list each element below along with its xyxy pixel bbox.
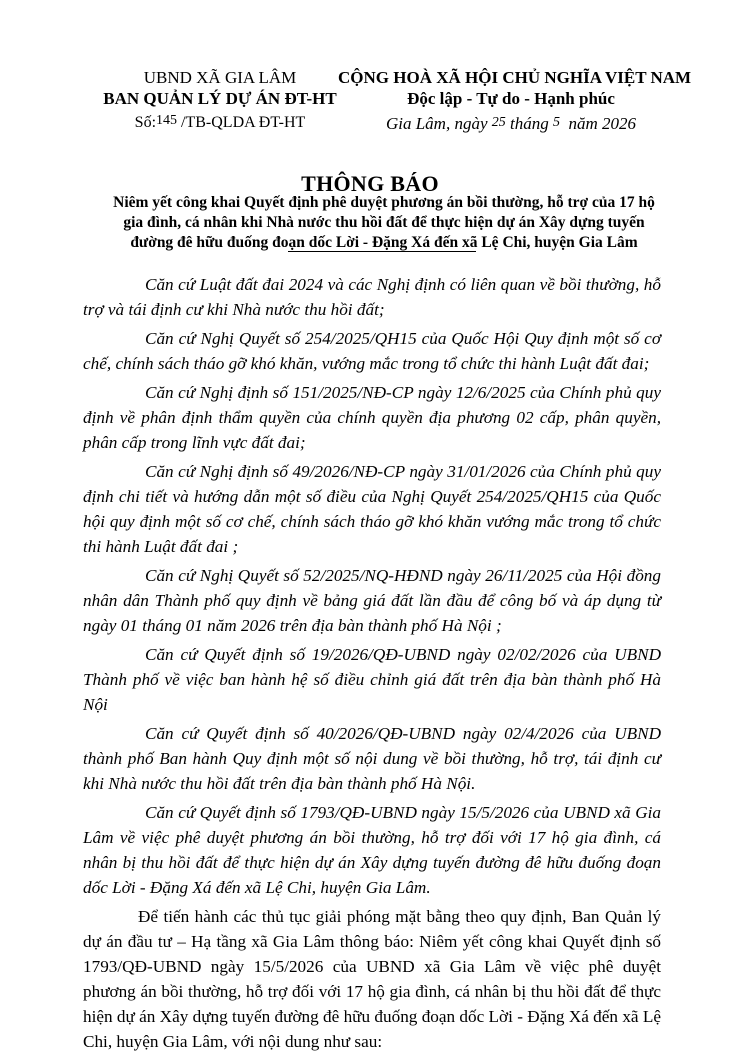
legal-basis-paragraph: Căn cứ Luật đất đai 2024 và các Nghị định có liên quan về bồi thường, hỗ trợ và tái định cư khi Nhà nước thu hồi đất;	[83, 275, 661, 319]
document-body	[83, 272, 661, 1058]
announcement-paragraph: Để tiến hành các thủ tục giải phóng mặt bằng theo quy định, Ban Quản lý dự án đầu tư – Hạ tầng xã Gia Lâm thông báo: Niêm yết công khai Quyết định số 1793/QĐ-UBND ngày 15/5/2026 của UBND xã Gia Lâm về việc phê duyệt phương án bồi thường, hỗ trợ đối với 17 hộ gia đình, cá nhân bị thu hồi đất để thực hiện dự án Xây dựng tuyến đường đê hữu đuống đoạn dốc Lời - Đặng Xá đến xã Lệ Chi, huyện Gia Lâm, với nội dung như sau:	[83, 907, 661, 1051]
doc-no-suffix: /TB-QLDA ĐT-HT	[181, 114, 306, 131]
legal-basis-paragraph: Căn cứ Nghị định số 151/2025/NĐ-CP ngày 12/6/2025 của Chính phủ quy định về phân định thẩm quyền của chính quyền địa phương 02 cấp, phân quyền, phân cấp trong lĩnh vực đất đai;	[83, 383, 661, 452]
legal-basis-paragraph: Căn cứ Nghị Quyết số 52/2025/NQ-HĐND ngày 26/11/2025 của Hội đồng nhân dân Thành phố quy định về bảng giá đất lần đầu để công bố và áp dụng từ ngày 01 tháng 01 năm 2026 trên địa bàn thành phố Hà Nội ;	[83, 566, 661, 635]
document-number	[70, 112, 370, 135]
date-year: năm 2026	[568, 114, 637, 133]
legal-basis-paragraph: Căn cứ Nghị Quyết số 254/2025/QH15 của Quốc Hội Quy định một số cơ chế, chính sách tháo gỡ khó khăn, vướng mắc trong tổ chức thi hành Luật đất đai;	[83, 329, 661, 373]
document-title: THÔNG BÁO	[301, 171, 439, 196]
date-day: 25	[491, 115, 506, 130]
issuing-agency-block	[70, 68, 370, 135]
national-motto: Độc lập - Tự do - Hạnh phúc	[407, 89, 615, 108]
doc-no-value: 145	[156, 113, 178, 128]
date-place: Gia Lâm, ngày	[385, 114, 488, 133]
issuing-agency: BAN QUẢN LÝ DỰ ÁN ĐT-HT	[103, 89, 337, 108]
nation-name: CỘNG HOÀ XÃ HỘI CHỦ NGHĨA VIỆT NAM	[338, 68, 692, 87]
legal-basis-paragraph: Căn cứ Quyết định số 1793/QĐ-UBND ngày 15/5/2026 của UBND xã Gia Lâm về việc phê duyệt phương án bồi thường, hỗ trợ đối với 17 hộ gia đình, cá nhân bị thu hồi đất để thực hiện dự án Xây dựng tuyến đường đê hữu đuống đoạn dốc Lời - Đặng Xá đến xã Lệ Chi, huyện Gia Lâm.	[83, 803, 661, 897]
date-month-label: tháng	[510, 114, 549, 133]
document-subject: Niêm yết công khai Quyết định phê duyệt phương án bồi thường, hỗ trợ của 17 hộ gia đình, cá nhân khi Nhà nước thu hồi đất để thực hiện dự án Xây dựng tuyến đường đê hữu đuống đoạn dốc Lời - Đặng Xá đến xã Lệ Chi, huyện Gia Lâm	[113, 194, 655, 251]
doc-no-prefix: Số:	[134, 114, 157, 131]
place-and-date	[338, 113, 684, 137]
parent-agency: UBND XÃ GIA LÂM	[143, 68, 297, 87]
legal-basis-paragraph: Căn cứ Nghị định số 49/2026/NĐ-CP ngày 31/01/2026 của Chính phủ quy định chi tiết và hướng dẫn một số điều của Nghị Quyết 254/2025/QH15 của Quốc hội quy định một số cơ chế, chính sách tháo gỡ khó khăn vướng mắc trong tổ chức thi hành Luật đất đai ;	[83, 462, 661, 556]
subject-underline	[288, 251, 476, 252]
legal-basis-paragraph: Căn cứ Quyết định số 40/2026/QĐ-UBND ngày 02/4/2026 của UBND thành phố Ban hành Quy định một số nội dung về bồi thường, hỗ trợ, tái định cư khi Nhà nước thu hồi đất trên địa bàn thành phố Hà Nội.	[83, 724, 661, 793]
national-heading-block	[338, 68, 692, 137]
legal-basis-paragraph: Căn cứ Quyết định số 19/2026/QĐ-UBND ngày 02/02/2026 của UBND Thành phố về việc ban hành hệ số điều chỉnh giá đất trên địa bàn thành phố Hà Nội	[83, 645, 661, 714]
date-month: 5	[552, 115, 560, 130]
